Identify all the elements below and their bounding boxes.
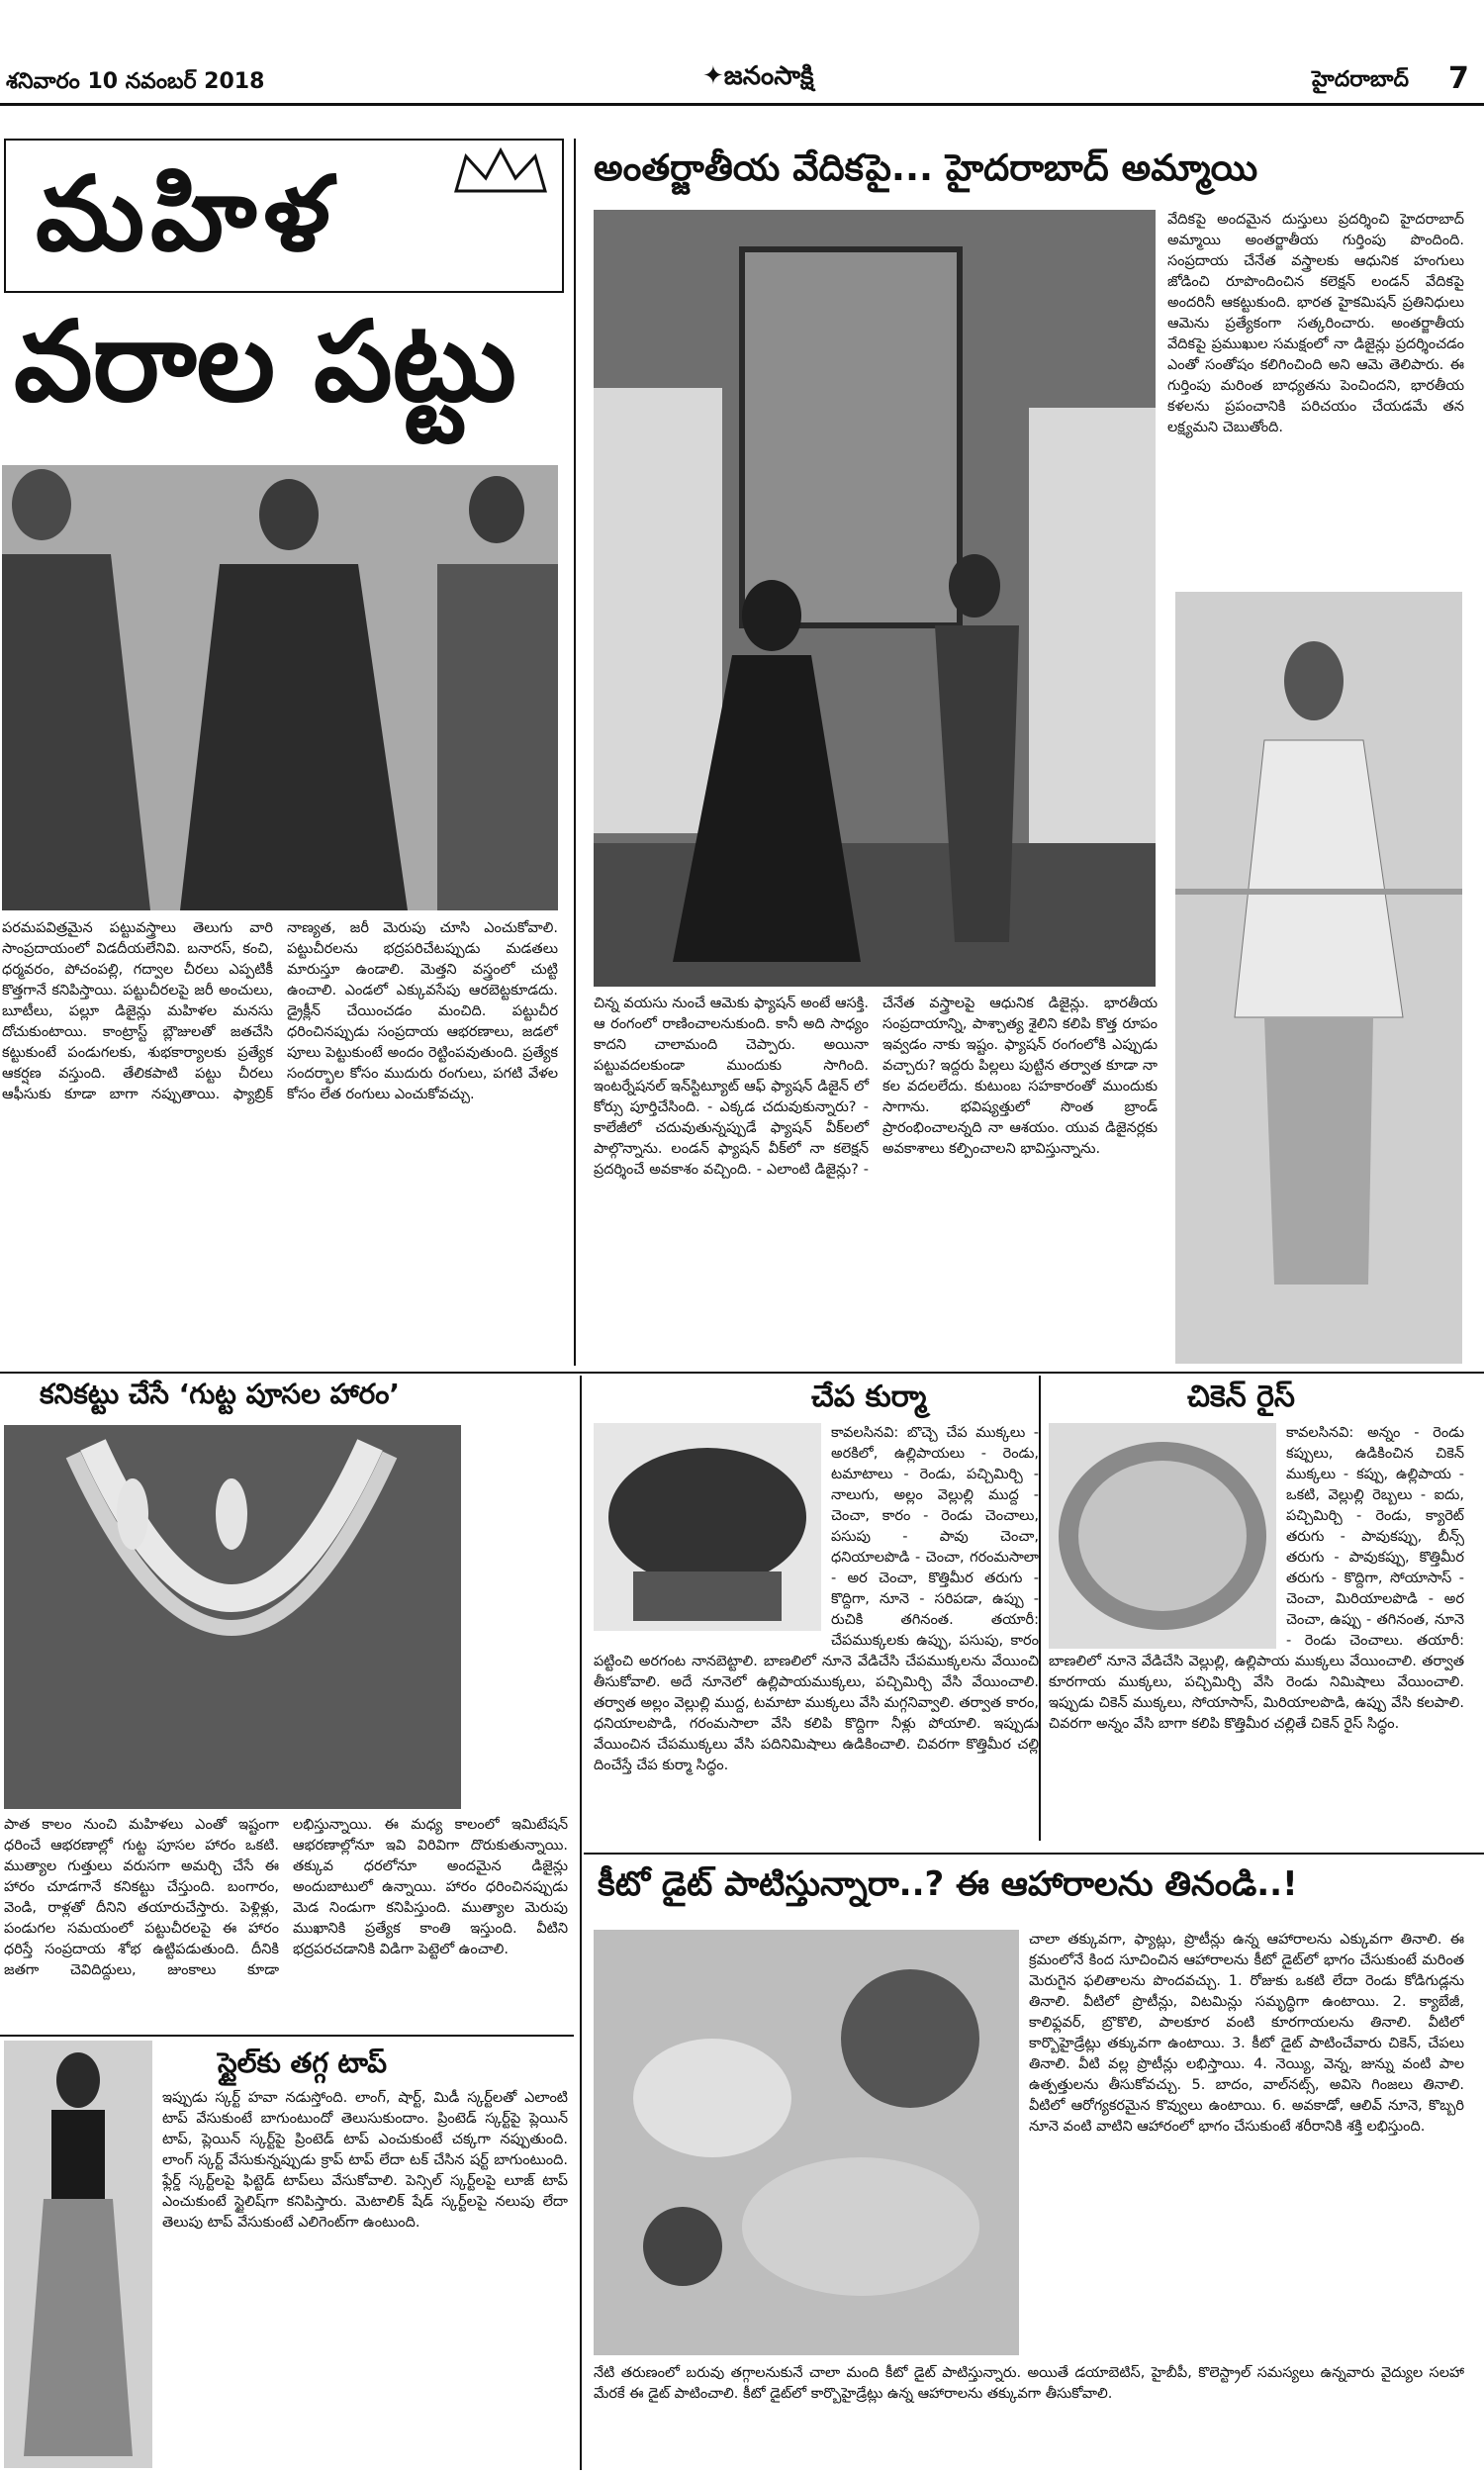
section-title-box bbox=[4, 139, 564, 293]
harram-headline: కనికట్టు చేసే ‘గుట్ట పూసల హారం’ bbox=[40, 1378, 401, 1410]
necklace-photo bbox=[4, 1425, 461, 1809]
harram-body-side bbox=[469, 1425, 568, 1809]
keto-body-bottom: నేటి తరుణంలో బరువు తగ్గాలనుకునే చాలా మంది కీటో డైట్ పాటిస్తున్నారు. అయితే డయాబెటిస్, హైబీపీ, కొలెస్ట్రాల్ సమస్యలు ఉన్నవారు వైద్యుల సలహా మేరకే ఈ డైట్ పాటించాలి. కీటో డైట్‌లో కార్బొహైడ్రేట్లు ఉన్న ఆహారాలను తక్కువగా తీసుకోవాలి. bbox=[594, 2365, 1464, 2402]
newspaper-logo: ✦జనంసాక్షి bbox=[702, 61, 814, 91]
award-ceremony-photo bbox=[594, 210, 1156, 987]
section-rule bbox=[0, 1372, 1484, 1374]
keto-food-photo bbox=[594, 1930, 1019, 2355]
harram-body: పాత కాలం నుంచి మహిళలు ఎంతో ఇష్టంగా ధరించే ఆభరణాల్లో గుట్ట పూసల హారం ఒకటి. ముత్యాల గుత్తులు వరుసగా అమర్చి చేసే ఈ హారం చూడగానే కనికట్టు చేస్తుంది. బంగారం, వెండి, రాళ్లతో దీనిని తయారుచేస్తారు. పెళ్లిళ్లు, పండుగల సమయంలో పట్టుచీరలపై ఈ హారం ధరిస్తే సంప్రదాయ శోభ ఉట్టిపడుతుంది. దీనికి జతగా చెవిదిద్దులు, జుంకాలు కూడా లభిస్తున్నాయి. ఈ మధ్య కాలంలో ఇమిటేషన్ ఆభరణాల్లోనూ ఇవి విరివిగా దొరుకుతున్నాయి. తక్కువ ధరలోనూ అందమైన డిజైన్లు అందుబాటులో ఉన్నాయి. హారం ధరించినప్పుడు మెడ నిండుగా కనిపిస్తుంది. ముత్యాల మెరుపు ముఖానికి ప్రత్యేక కాంతి ఇస్తుంది. వీటిని భద్రపరచడానికి విడిగా పెట్టెలో ఉంచాలి. bbox=[4, 1817, 568, 1978]
fish-body: కావలసినవి: బొచ్చె చేప ముక్కలు - అరకిలో, ఉల్లిపాయలు - రెండు, టమాటాలు - రెండు, పచ్చిమిర్చి - నాలుగు, అల్లం వెల్లుల్లి ముద్ద - చెంచా, కారం - రెండు చెంచాలు, పసుపు - పావు చెంచా, ధనియాలపొడి - చెంచా, గరంమసాలా - అర చెంచా, కొత్తిమీర తరుగు - కొద్దిగా, నూనె - సరిపడా, ఉప్పు - రుచికి తగినంత. తయారీ: చేపముక్కలకు ఉప్పు, పసుపు, కారం పట్టించి అరగంట నానబెట్టాలి. బాణలిలో నూనె వేడిచేసి చేపముక్కలను వేయించి తీసుకోవాలి. అదే నూనెలో ఉల్లిపాయముక్కలు, పచ్చిమిర్చి వేసి వేయించాలి. తర్వాత అల్లం వెల్లుల్లి ముద్ద, టమాటా ముక్కలు వేసి మగ్గనివ్వాలి. తర్వాత కారం, ధనియాలపొడి, గరంమసాలా వేసి కలిపి కొద్దిగా నీళ్లు పోయాలి. ఇప్పుడు వేయించిన చేపముక్కలు వేసి పదినిమిషాలు ఉడికించాలి. చివరగా కొత్తిమీర చల్లి దించేస్తే చేప కుర్మా సిద్ధం. bbox=[594, 1425, 1039, 1773]
keto-body-right: చాలా తక్కువగా, ఫ్యాట్లు, ప్రొటీన్లు ఉన్న ఆహారాలను ఎక్కువగా తినాలి. ఈ క్రమంలోనే కింద సూచించిన ఆహారాలను కీటో డైట్‌లో భాగం చేసుకుంటే మరింత మెరుగైన ఫలితాలను పొందవచ్చు. 1. రోజుకు ఒకటి లేదా రెండు కోడిగుడ్లను తినాలి. వీటిలో ప్రొటీన్లు, విటమిన్లు సమృద్ధిగా ఉంటాయి. 2. క్యాబేజీ, కాలిఫ్లవర్, బ్రొకొలి, పాలకూర వంటి కూరగాయలను తినాలి. వీటిలో కార్బొహైడ్రేట్లు తక్కువగా ఉంటాయి. 3. కీటో డైట్ పాటించేవారు చికెన్, చేపలు తినాలి. వీటి వల్ల ప్రొటీన్లు లభిస్తాయి. 4. నెయ్యి, వెన్న, జున్ను వంటి పాల ఉత్పత్తులను తీసుకోవచ్చు. 5. బాదం, వాల్‌నట్స్, అవిసె గింజలు తినాలి. వీటిలో ఆరోగ్యకరమైన కొవ్వులు ఉంటాయి. 6. అవకాడో, ఆలివ్ నూనె, కొబ్బరి నూనె వంటి వాటిని ఆహారంలో భాగం చేసుకుంటే శరీరానికి శక్తి లభిస్తుంది. bbox=[1029, 1932, 1464, 2135]
keto-headline: కీటో డైట్ పాటిస్తున్నారా..? ఈ ఆహారాలను తినండి..! bbox=[598, 1864, 1298, 1904]
rice-body: కావలసినవి: అన్నం - రెండు కప్పులు, ఉడికించిన చికెన్ ముక్కలు - కప్పు, ఉల్లిపాయ - ఒకటి, వెల్లుల్లి రెబ్బలు - ఐదు, పచ్చిమిర్చి - రెండు, క్యారెట్ తరుగు - పావుకప్పు, బీన్స్ తరుగు - పావుకప్పు, కొత్తిమీర తరుగు - కొద్దిగా, సోయాసాస్ - చెంచా, మిరియాలపొడి - అర చెంచా, ఉప్పు - తగినంత, నూనె - రెండు చెంచాలు. తయారీ: బాణలిలో నూనె వేడిచేసి వెల్లుల్లి, ఉల్లిపాయ ముక్కలు వేయించాలి. తర్వాత కూరగాయ ముక్కలు, పచ్చిమిర్చి వేసి రెండు నిమిషాలు వేయించాలి. ఇప్పుడు చికెన్ ముక్కలు, సోయాసాస్, మిరియాలపొడి, ఉప్పు వేసి కలపాలి. చివరగా అన్నం వేసి బాగా కలిపి కొత్తిమీర చల్లితే చికెన్ రైస్ సిద్ధం. bbox=[1049, 1425, 1464, 1732]
column-rule bbox=[574, 139, 576, 1366]
style-rule bbox=[0, 2035, 574, 2037]
header-rule bbox=[0, 103, 1484, 106]
skirt-model-photo bbox=[4, 2041, 152, 2468]
issue-date: శనివారం 10 నవంబర్ 2018 bbox=[6, 69, 265, 94]
fashion-model-photo bbox=[1175, 592, 1462, 1364]
style-body: ఇప్పుడు స్కర్ట్ హవా నడుస్తోంది. లాంగ్, షార్ట్, మిడీ స్కర్ట్‌లతో ఎలాంటి టాప్ వేసుకుంటే బాగుంటుందో తెలుసుకుందాం. ప్రింటెడ్ స్కర్ట్‌పై ప్లెయిన్ టాప్, ప్లెయిన్ స్కర్ట్‌పై ప్రింటెడ్ టాప్ ఎంచుకుంటే చక్కగా నప్పుతుంది. లాంగ్ స్కర్ట్ వేసుకున్నప్పుడు క్రాప్ టాప్ లేదా టక్ చేసిన షర్ట్ బాగుంటుంది. ఫ్లేర్డ్ స్కర్ట్‌లపై ఫిట్టెడ్ టాప్‌లు వేసుకోవాలి. పెన్సిల్ స్కర్ట్‌లపై లూజ్ టాప్ ఎంచుకుంటే స్టైలిష్‌గా కనిపిస్తారు. మెటాలిక్ షేడ్ స్కర్ట్‌లపై నలుపు లేదా తెలుపు టాప్ వేసుకుంటే ఎలిగెంట్‌గా ఉంటుంది. bbox=[162, 2090, 568, 2231]
fish-headline: చేప కుర్మా bbox=[811, 1380, 927, 1414]
hyd-body-bottom: చిన్న వయసు నుంచే ఆమెకు ఫ్యాషన్ అంటే ఆసక్తి. ఆ రంగంలో రాణించాలనుకుంది. కానీ అది సాధ్యం కాదని చాలామంది చెప్పారు. అయినా పట్టువదలకుండా ముందుకు సాగింది. ఇంటర్నేషనల్ ఇన్‌స్టిట్యూట్ ఆఫ్ ఫ్యాషన్ డిజైన్ లో కోర్సు పూర్తిచేసింది. - ఎక్కడ చదువుకున్నారు? - కాలేజీలో చదువుతున్నప్పుడే ఫ్యాషన్ వీక్‌లలో పాల్గొన్నాను. లండన్ ఫ్యాషన్ వీక్‌లో నా కలెక్షన్ ప్రదర్శించే అవకాశం వచ్చింది. - ఎలాంటి డిజైన్లు? - చేనేత వస్త్రాలపై ఆధునిక డిజైన్లు. భారతీయ సంప్రదాయాన్ని, పాశ్చాత్య శైలిని కలిపి కొత్త రూపం ఇవ్వడం నాకు ఇష్టం. ఫ్యాషన్ రంగంలోకి ఎప్పుడు వచ్చారు? ఇద్దరు పిల్లలు పుట్టిన తర్వాత కూడా నా కల వదలలేదు. కుటుంబ సహకారంతో ముందుకు సాగాను. భవిష్యత్తులో సొంత బ్రాండ్ ప్రారంభించాలన్నది నా ఆశయం. యువ డిజైనర్లకు అవకాశాలు కల్పించాలని భావిస్తున్నాను. bbox=[594, 996, 1158, 1178]
crown-icon bbox=[451, 146, 550, 196]
silk-body: పరమపవిత్రమైన పట్టువస్త్రాలు తెలుగు వారి సాంప్రదాయంలో విడదీయలేనివి. బనారస్, కంచి, ధర్మవరం, పోచంపల్లి, గద్వాల చీరలు ఎప్పటికీ కొత్తగానే కనిపిస్తాయి. పట్టుచీరలపై జరీ అంచులు, బూటీలు, పల్లూ డిజైన్లు మహిళల మనసు దోచుకుంటాయి. కాంట్రాస్ట్ బ్లౌజులతో జతచేసి కట్టుకుంటే పండుగలకు, శుభకార్యాలకు ప్రత్యేక ఆకర్షణ వస్తుంది. తేలికపాటి పట్టు చీరలు ఆఫీసుకు కూడా బాగా నప్పుతాయి. ఫ్యాబ్రిక్ నాణ్యత, జరీ మెరుపు చూసి ఎంచుకోవాలి. పట్టుచీరలను భద్రపరిచేటప్పుడు మడతలు మారుస్తూ ఉండాలి. మెత్తని వస్త్రంలో చుట్టి ఉంచాలి. ఎండలో ఎక్కువసేపు ఆరబెట్టకూడదు. డ్రైక్లీన్ చేయించడం మంచిది. పట్టుచీర ధరించినప్పుడు సంప్రదాయ ఆభరణాలు, జడలో పూలు పెట్టుకుంటే అందం రెట్టింపవుతుంది. ప్రత్యేక సందర్భాల కోసం ముదురు రంగులు, పగటి వేళల కోసం లేత రంగులు ఎంచుకోవచ్చు. bbox=[2, 920, 558, 1102]
style-headline: స్టైల్‌కు తగ్గ టాప్ bbox=[218, 2047, 388, 2079]
keto-rule bbox=[584, 1853, 1484, 1855]
column-rule-lower bbox=[580, 1376, 582, 2470]
section-title: మహిళ bbox=[36, 152, 336, 274]
page-number: 7 bbox=[1448, 61, 1469, 96]
hyd-body-top: వేదికపై అందమైన దుస్తులు ప్రదర్శించి హైదరాబాద్ అమ్మాయి అంతర్జాతీయ గుర్తింపు పొందింది. సంప్రదాయ చేనేత వస్త్రాలకు ఆధునిక హంగులు జోడించి రూపొందించిన కలెక్షన్ లండన్ వేదికపై అందరినీ ఆకట్టుకుంది. భారత హైకమిషన్ ప్రతినిధులు ఆమెను ప్రత్యేకంగా సత్కరించారు. అంతర్జాతీయ వేదికపై ప్రముఖుల సమక్షంలో నా డిజైన్లు ప్రదర్శించడం ఎంతో సంతోషం కలిగించింది అని ఆమె తెలిపారు. ఈ గుర్తింపు మరింత బాధ్యతను పెంచిందని, భారతీయ కళలను ప్రపంచానికి పరిచయం చేయడమే తన లక్ష్యమని చెబుతోంది. bbox=[1167, 212, 1464, 435]
edition-city: హైదరాబాద్ bbox=[1312, 67, 1409, 92]
silk-saree-photo bbox=[2, 465, 558, 910]
hyd-headline: అంతర్జాతీయ వేదికపై... హైదరాబాద్ అమ్మాయి bbox=[594, 146, 1258, 189]
rice-headline: చికెన్ రైస్ bbox=[1187, 1380, 1295, 1414]
silk-headline: వరాల పట్టు bbox=[14, 297, 516, 427]
recipe-divider bbox=[1039, 1376, 1041, 1841]
